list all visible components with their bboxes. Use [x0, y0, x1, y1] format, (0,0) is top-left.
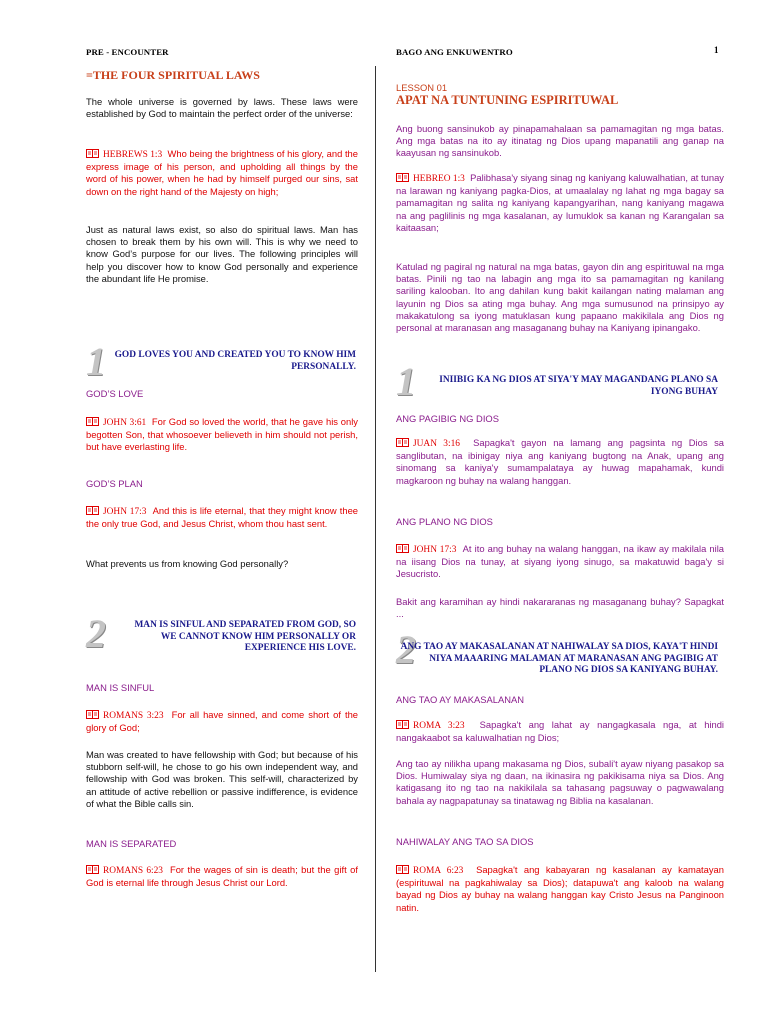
john-17-3-verse-tagalog	[396, 543, 724, 581]
law-1-numeral-tagalog: 1	[396, 359, 416, 404]
bakit-text: Bakit ang karamihan ay hindi nakararanas ng masaganang buhay? Sapagkat ...	[396, 596, 724, 620]
bible-icon	[86, 865, 99, 874]
intro-paragraph: The whole universe is governed by laws. These laws were established by God to maintain the perfect order of the universe:	[86, 96, 358, 120]
verse-text: Sapagka't gayon na lamang ang pagsinta ng Dios sa sanglibutan, na ibinigay niya ang kaniyang bugtong na Anak, upang ang sinomang sa kaniya'y sumampalataya ay huwag mapahamak, kundi magkaroon ng buhay na walang hanggan.	[396, 437, 724, 486]
natural-laws-paragraph: Just as natural laws exist, so also do spiritual laws. Man has chosen to break them by his own will. This is why we need to know God’s purpose for our lives. The following principles will help you discover how to know God personally and experience the abundant life He promise.	[86, 224, 358, 284]
juan-3-16-verse	[396, 437, 724, 487]
man-created-paragraph: Man was created to have fellowship with God; but because of his stubborn self-will, he chose to go his own independent way, and fellowship with God was broken. This self-will, characterized by an attitude of active rebellion or passive indifference, is evidence of what the Bible calls sin.	[86, 749, 358, 809]
hebrews-verse	[86, 148, 358, 198]
law-1-title: GOD LOVES YOU AND CREATED YOU TO KNOW HIM PERSONALLY.	[114, 350, 356, 372]
john-3-16-verse	[86, 416, 358, 454]
verse-text: Who being the brightness of his glory, and the express image of his person, and upholding all things by the word of his power, when he had by himself purged our sins, sat down on the right hand of the Majesty on high;	[86, 148, 358, 197]
plano-heading: ANG PLANO NG DIOS	[396, 516, 493, 527]
law-1-numeral: 1	[86, 339, 106, 384]
nahiwalay-heading: NAHIWALAY ANG TAO SA DIOS	[396, 836, 534, 847]
verse-reference: HEBREO 1:3	[413, 174, 465, 184]
verse-text: Palibhasa'y siyang sinag ng kaniyang kaluwalhatian, at tunay na larawan ng kaniyang pagka-Dios, at umaalalay ng lahat ng mga bagay sa pamamagitan ng salita ng kaniyang kapangyarihan, nang kaniyang magawa na ang paglilinis ng mga kasalanan, ay lumuklok sa kanan ng Karangalan sa kaitaasan;	[396, 172, 724, 233]
nilikha-paragraph: Ang tao ay nilikha upang makasama ng Dios, subali't ayaw niyang pasakop sa Dios. Humiwalay siya ng daan, na ikinasira ng pakikisama niya sa Dios. Ang katigasang ito ng tao na nakikilala sa tahasang pagsuway o pagwawalang bahala ay nagpapatunay sa tinatawag ng Biblia na kasalanan.	[396, 758, 724, 806]
bible-icon	[86, 710, 99, 719]
bible-icon	[86, 149, 99, 158]
verse-reference: ROMA 6:23	[413, 866, 464, 876]
bible-icon	[86, 506, 99, 515]
english-column	[86, 0, 358, 1024]
law-2-numeral: 2	[86, 611, 106, 656]
verse-text: And this is life eternal, that they might know thee the only true God, and Jesus Christ, whom thou hast sent.	[86, 505, 358, 530]
law-2-numeral-tagalog: 2	[396, 627, 416, 672]
verse-text: For God so loved the world, that he gave his only begotten Son, that whosoever believeth in him should not perish, but have everlasting life.	[86, 416, 358, 453]
gods-love-heading: GOD’S LOVE	[86, 388, 144, 399]
lesson-title: APAT NA TUNTUNING ESPIRITUWAL	[396, 93, 619, 107]
verse-reference: HEBREWS 1:3	[103, 150, 163, 160]
verse-text: Sapagka't ang kabayaran ng kasalanan ay kamatayan (espirituwal na pagkahiwalay sa Dios); datapuwa't ang kaloob na walang bayad ng Dios ay buhay na walang hanggan kay Cristo Jesus na Panginoon natin.	[396, 864, 724, 913]
john-17-3-verse	[86, 505, 358, 530]
column-divider	[375, 66, 376, 972]
verse-reference: JOHN 17:3	[103, 507, 147, 517]
law-1-title-tagalog: INIIBIG KA NG DIOS AT SIYA'Y MAY MAGANDANG PLANO SA IYONG BUHAY	[439, 375, 718, 397]
law-2-title-tagalog: ANG TAO AY MAKASALANAN AT NAHIWALAY SA DIOS, KAYA'T HINDI NIYA MAAARING MALAMAN AT MARANASAN ANG PAGIBIG AT PLANO NG DIOS SA KANIYANG BUHAY.	[400, 642, 718, 676]
verse-reference: ROMA 3:23	[413, 721, 465, 731]
verse-text: Sapagka't ang lahat ay nangagkasala nga, at hindi nangakaabot sa kaluwalhatian ng Dios;	[396, 719, 724, 744]
lesson-label: LESSON 01	[396, 82, 448, 93]
pagibig-heading: ANG PAGIBIG NG DIOS	[396, 413, 499, 424]
header-right: BAGO ANG ENKUWENTRO	[396, 47, 513, 57]
bible-icon	[396, 173, 409, 182]
verse-reference: JUAN 3:16	[413, 439, 460, 449]
bible-icon	[396, 865, 409, 874]
roma-3-23-verse	[396, 719, 724, 744]
intro-paragraph-tagalog: Ang buong sansinukob ay pinapamahalaan sa pamamagitan ng mga batas. Ang mga batas na ito ay itinatag ng Dios upang mapanatili ang ganap na kaayusan ng sansinukob.	[396, 123, 724, 159]
verse-reference: JOHN 3:61	[103, 418, 147, 428]
page-title: =THE FOUR SPIRITUAL LAWS	[86, 68, 260, 82]
katulad-paragraph: Katulad ng pagiral ng natural na mga batas, gayon din ang espirituwal na mga batas. Pinili ng tao na labagin ang mga ito sa pamamagitan ng kanilang sariling kalooban. Ito ang dahilan kung bakit kailangan nating malaman ang layunin ng Dios sa ating mga buhay. Ang mga sumusunod na prinsipyo ay makakatulong sa iyong matuklasan kung papaano makikilala ang Dios ng personal at maranasan ang masaganang buhay na Kaniyang ipinangako.	[396, 261, 724, 334]
page-number: 1	[714, 45, 719, 55]
roma-6-23-verse	[396, 864, 724, 914]
bible-icon	[396, 544, 409, 553]
verse-reference: JOHN 17:3	[413, 545, 457, 555]
verse-text: For all have sinned, and come short of the glory of God;	[86, 709, 358, 734]
verse-text: At ito ang buhay na walang hanggan, na ikaw ay makilala nila na iisang Dios na tunay, at siyang iyong sinugo, sa makatuwid baga'y si Jesucristo.	[396, 543, 724, 580]
bible-icon	[396, 720, 409, 729]
gods-plan-heading: GOD’S PLAN	[86, 478, 143, 489]
hebreo-verse	[396, 172, 724, 234]
makasalanan-heading: ANG TAO AY MAKASALANAN	[396, 694, 524, 705]
verse-text: For the wages of sin is death; but the gift of God is eternal life through Jesus Christ our Lord.	[86, 864, 358, 889]
tagalog-column	[396, 0, 724, 1024]
bible-icon	[396, 438, 409, 447]
bible-icon	[86, 417, 99, 426]
romans-3-23-verse	[86, 709, 358, 734]
man-separated-heading: MAN IS SEPARATED	[86, 838, 177, 849]
law-2-title: MAN IS SINFUL AND SEPARATED FROM GOD, SO WE CANNOT KNOW HIM PERSONALLY OR EXPERIENCE HIS LOVE.	[134, 620, 356, 654]
question-text: What prevents us from knowing God personally?	[86, 558, 289, 569]
header-left: PRE - ENCOUNTER	[86, 47, 169, 57]
verse-reference: ROMANS 3:23	[103, 711, 164, 721]
man-sinful-heading: MAN IS SINFUL	[86, 682, 155, 693]
romans-6-23-verse	[86, 864, 358, 889]
verse-reference: ROMANS 6:23	[103, 866, 163, 876]
